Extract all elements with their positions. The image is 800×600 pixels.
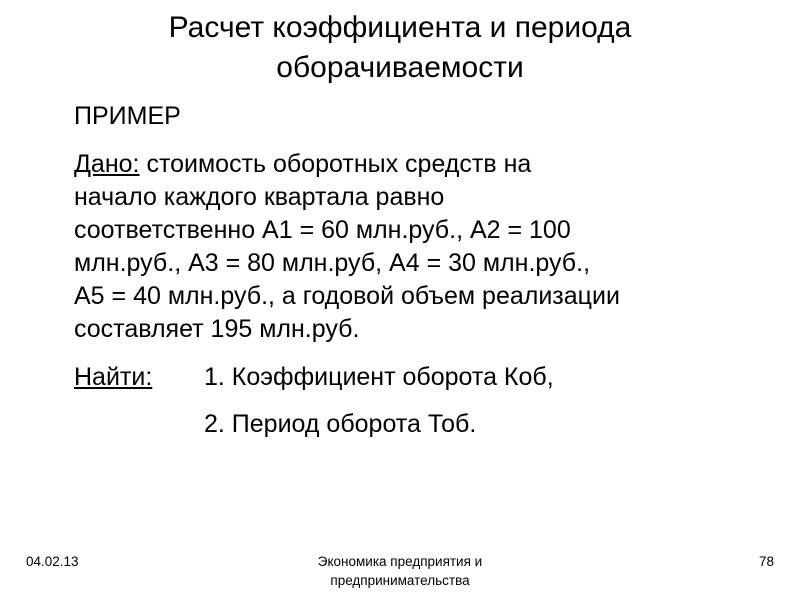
find-row-1: [74, 361, 774, 394]
footer-page-number: 78: [758, 554, 774, 569]
find-item-1: 1. Коэффициент оборота Коб,: [204, 363, 554, 391]
slide-title-line-2: оборачиваемости: [276, 51, 524, 84]
given-line-1: [74, 148, 774, 181]
given-line-3: соответственно А1 = 60 млн.руб., А2 = 100: [74, 216, 571, 244]
footer-course-line-1: Экономика предприятия и: [317, 554, 483, 569]
given-line-5: А5 = 40 млн.руб., а годовой объем реализации: [74, 282, 620, 310]
given-line-6: составляет 195 млн.руб.: [74, 315, 360, 343]
given-line-4: млн.руб., А3 = 80 млн.руб, А4 = 30 млн.руб.,: [74, 249, 591, 277]
find-label-spacer: [74, 408, 204, 441]
find-item-2: 2. Период оборота Тоб.: [204, 410, 477, 438]
example-heading: ПРИМЕР: [74, 102, 181, 130]
given-label: Дано:: [74, 150, 140, 178]
footer-date: 04.02.13: [26, 554, 79, 569]
given-text-1: стоимость оборотных средств на: [139, 150, 532, 178]
find-row-2: [74, 408, 774, 441]
find-label: Найти:: [74, 363, 153, 391]
slide-body: [74, 100, 774, 441]
slide-title-line-1: Расчет коэффициента и периода: [168, 11, 632, 44]
given-block: [74, 148, 774, 346]
footer-course-title: [250, 552, 550, 590]
given-line-2: начало каждого квартала равно: [74, 183, 445, 211]
slide-title: [150, 8, 650, 88]
footer-course-line-2: предпринимательства: [330, 573, 470, 588]
